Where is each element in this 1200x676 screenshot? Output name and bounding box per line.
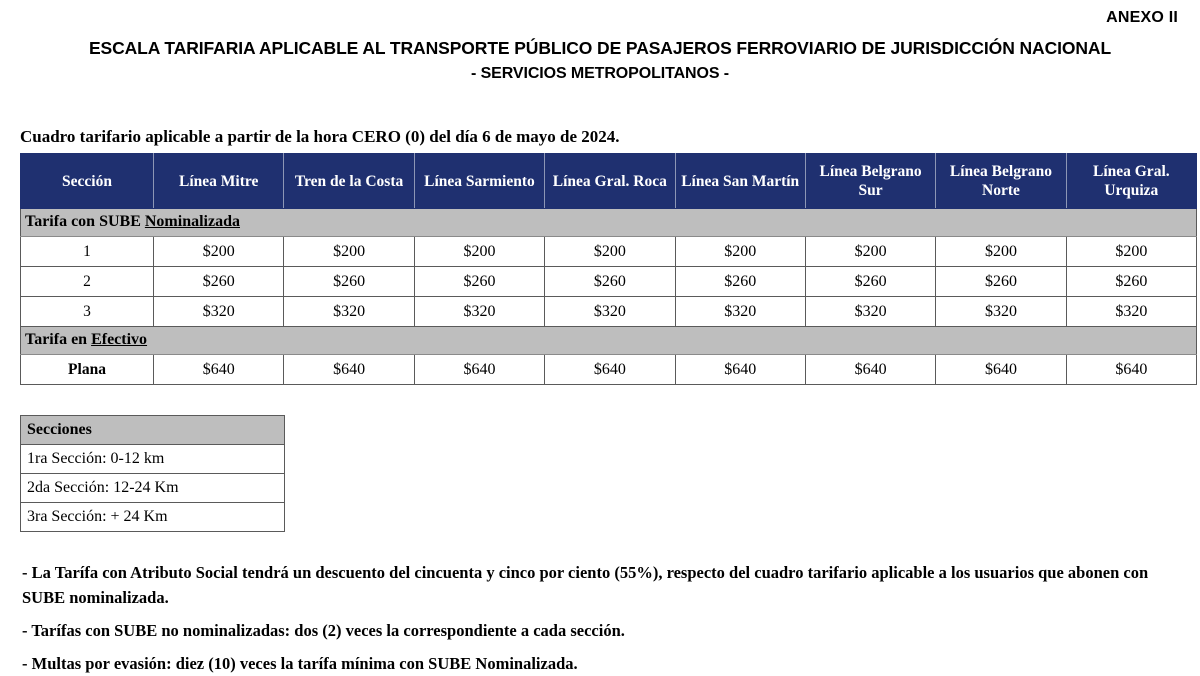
secciones-row-label: 1ra Sección: 0-12 km xyxy=(21,445,285,474)
fare-price-cell: $260 xyxy=(805,267,935,297)
fare-table-head xyxy=(21,154,1197,209)
fare-price-cell: $260 xyxy=(414,267,544,297)
footnote: - Multas por evasión: diez (10) veces la tarífa mínima con SUBE Nominalizada. xyxy=(22,654,578,673)
fare-section-band-row xyxy=(21,327,1197,355)
secciones-row xyxy=(21,503,285,532)
fare-column-header-section: Sección xyxy=(21,154,154,209)
fare-price-cell: $320 xyxy=(154,297,284,327)
fare-price-cell: $320 xyxy=(284,297,414,327)
fare-price-cell: $260 xyxy=(545,267,675,297)
fare-price-cell: $640 xyxy=(936,355,1066,385)
fare-section-band-emphasis: Efectivo xyxy=(91,331,148,348)
fare-price-cell: $200 xyxy=(805,237,935,267)
fare-price-cell: $320 xyxy=(805,297,935,327)
secciones-row-label: 2da Sección: 12-24 Km xyxy=(21,474,285,503)
document-header xyxy=(0,0,1200,85)
footnote: - La Tarífa con Atributo Social tendrá un descuento del cincuenta y cinco por ciento (55%), respecto del cuadro tarifario aplicable a los usuarios que abonen con SUBE nominalizada. xyxy=(22,563,1149,607)
fare-price-cell: $200 xyxy=(936,237,1066,267)
secciones-row xyxy=(21,445,285,474)
fare-price-cell: $640 xyxy=(154,355,284,385)
fare-table-row xyxy=(21,297,1197,327)
fare-price-cell: $640 xyxy=(284,355,414,385)
fare-price-cell: $260 xyxy=(284,267,414,297)
fare-price-cell: $200 xyxy=(414,237,544,267)
fare-row-section-label: 2 xyxy=(21,267,154,297)
fare-price-cell: $640 xyxy=(414,355,544,385)
fare-price-cell: $260 xyxy=(675,267,805,297)
fare-section-band-row xyxy=(21,209,1197,237)
fare-row-section-label: 3 xyxy=(21,297,154,327)
fare-price-cell: $320 xyxy=(1066,297,1196,327)
fare-column-header-line: Tren de la Costa xyxy=(284,154,414,209)
fare-price-cell: $320 xyxy=(414,297,544,327)
fare-column-header-line: Línea Gral. Roca xyxy=(545,154,675,209)
secciones-row-label: 3ra Sección: + 24 Km xyxy=(21,503,285,532)
fare-table-row xyxy=(21,237,1197,267)
secciones-legend-container xyxy=(20,415,1200,532)
document-subtitle: - SERVICIOS METROPOLITANOS - xyxy=(471,65,729,82)
fare-price-cell: $260 xyxy=(1066,267,1196,297)
secciones-table xyxy=(20,415,285,532)
fare-column-header-line: Línea Mitre xyxy=(154,154,284,209)
fare-section-band-emphasis: Nominalizada xyxy=(144,213,240,230)
fare-row-section-label: Plana xyxy=(21,355,154,385)
fare-table-body xyxy=(21,209,1197,385)
fare-price-cell: $640 xyxy=(545,355,675,385)
fare-price-cell: $260 xyxy=(154,267,284,297)
footnote: - Tarífas con SUBE no nominalizadas: dos (2) veces la correspondiente a cada sección. xyxy=(22,621,625,640)
fare-column-header-line: Línea Sarmiento xyxy=(414,154,544,209)
fare-price-cell: $200 xyxy=(284,237,414,267)
fare-row-section-label: 1 xyxy=(21,237,154,267)
fare-price-cell: $260 xyxy=(936,267,1066,297)
fare-table-header-row xyxy=(21,154,1197,209)
fare-section-band-label: Tarifa en Efectivo xyxy=(21,327,1197,355)
footnotes xyxy=(22,560,1182,676)
fare-price-cell: $320 xyxy=(545,297,675,327)
fare-price-cell: $200 xyxy=(545,237,675,267)
fare-section-band-label: Tarifa con SUBE Nominalizada xyxy=(21,209,1197,237)
fare-price-cell: $320 xyxy=(675,297,805,327)
fare-table xyxy=(20,153,1197,385)
fare-price-cell: $200 xyxy=(675,237,805,267)
table-caption: Cuadro tarifario aplicable a partir de la hora CERO (0) del día 6 de mayo de 2024. xyxy=(20,127,620,146)
fare-column-header-line: Línea San Martín xyxy=(675,154,805,209)
annex-label: ANEXO II xyxy=(1106,9,1178,26)
fare-price-cell: $200 xyxy=(154,237,284,267)
fare-column-header-line: Línea Gral. Urquiza xyxy=(1066,154,1196,209)
fare-table-row xyxy=(21,267,1197,297)
fare-price-cell: $320 xyxy=(936,297,1066,327)
document-title: ESCALA TARIFARIA APLICABLE AL TRANSPORTE PÚBLICO DE PASAJEROS FERROVIARIO DE JURISDICCIÓN NACIONAL xyxy=(88,38,1112,58)
fare-table-container xyxy=(20,153,1196,385)
fare-price-cell: $640 xyxy=(805,355,935,385)
secciones-row xyxy=(21,474,285,503)
secciones-header-label: Secciones xyxy=(21,416,285,445)
fare-price-cell: $640 xyxy=(1066,355,1196,385)
fare-price-cell: $200 xyxy=(1066,237,1196,267)
fare-table-row xyxy=(21,355,1197,385)
fare-price-cell: $640 xyxy=(675,355,805,385)
secciones-header-row xyxy=(21,416,285,445)
secciones-table-body xyxy=(21,416,285,532)
fare-column-header-line: Línea Belgrano Norte xyxy=(936,154,1066,209)
fare-column-header-line: Línea Belgrano Sur xyxy=(805,154,935,209)
